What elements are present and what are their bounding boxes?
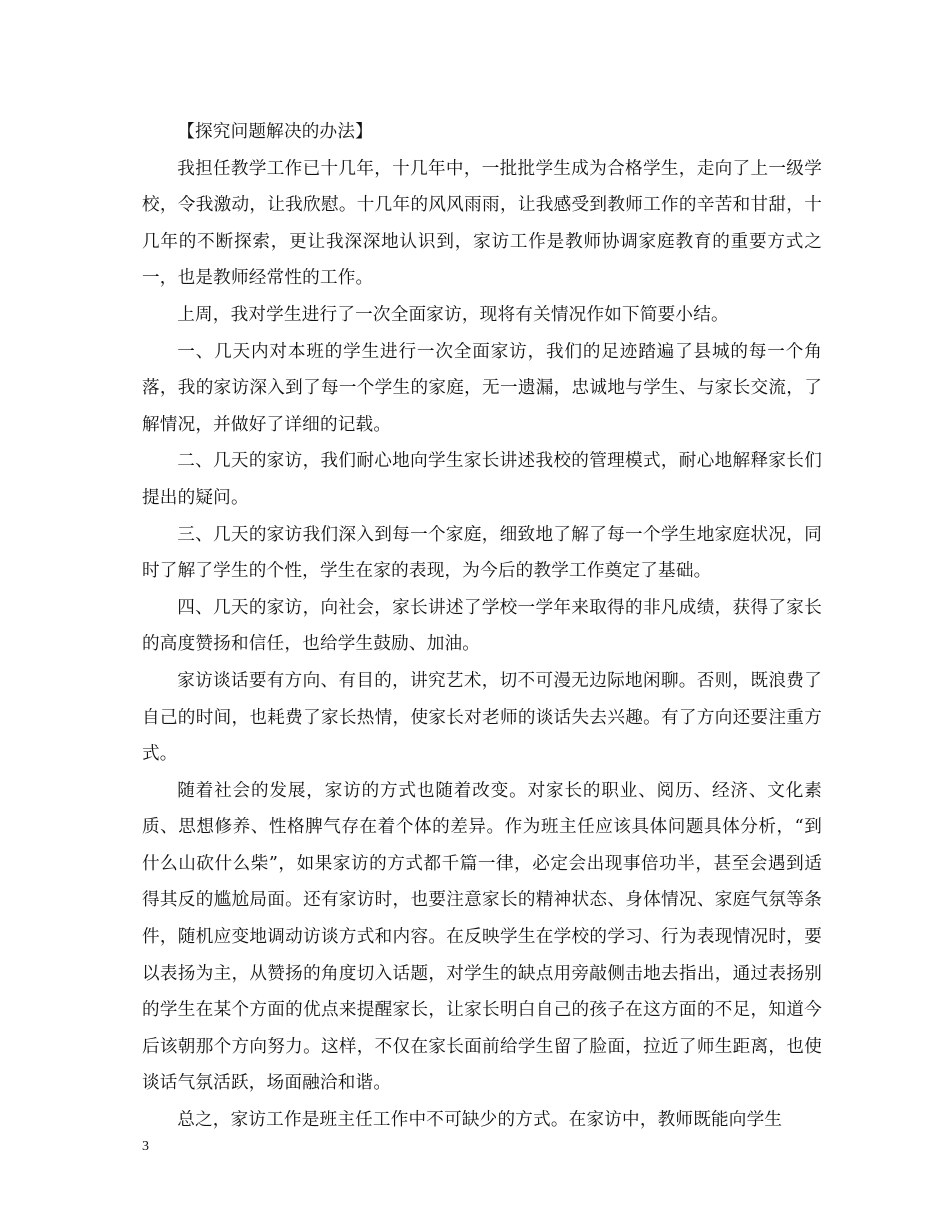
paragraph: 家访谈话要有方向、有目的，讲究艺术，切不可漫无边际地闲聊。否则，既浪费了自己的时间，也耗费了家长热情，使家长对老师的谈话失去兴趣。有了方向还要注重方式。 (142, 670, 822, 765)
document-body (142, 114, 822, 1139)
paragraph: 上周，我对学生进行了一次全面家访，现将有关情况作如下简要小结。 (177, 304, 729, 325)
page-number: 3 (142, 1139, 149, 1154)
paragraph: 我担任教学工作已十几年，十几年中，一批批学生成为合格学生，走向了上一级学校，令我激动，让我欣慰。十几年的风风雨雨，让我感受到教师工作的辛苦和甘甜，十几年的不断探索，更让我深深地认识到，家访工作是教师协调家庭教育的重要方式之一，也是教师经常性的工作。 (142, 158, 822, 289)
paragraph: 总之，家访工作是班主任工作中不可缺少的方式。在家访中，教师既能向学生 (177, 1110, 783, 1131)
paragraph: 四、几天的家访，向社会，家长讲述了学校一学年来取得的非凡成绩，获得了家长的高度赞扬和信任，也给学生鼓励、加油。 (142, 597, 822, 655)
paragraph: 一、几天内对本班的学生进行一次全面家访，我们的足迹踏遍了县城的每一个角落，我的家访深入到了每一个学生的家庭，无一遗漏，忠诚地与学生、与家长交流，了解情况，并做好了详细的记载。 (142, 341, 822, 435)
section-heading: 【探究问题解决的办法】 (177, 122, 373, 142)
paragraph: 二、几天的家访，我们耐心地向学生家长讲述我校的管理模式，耐心地解释家长们提出的疑问。 (142, 451, 822, 508)
paragraph: 三、几天的家访我们深入到每一个家庭，细致地了解了每一个学生地家庭状况，同时了解了学生的个性，学生在家的表现，为今后的教学工作奠定了基础。 (142, 524, 822, 582)
paragraph: 随着社会的发展，家访的方式也随着改变。对家长的职业、阅历、经济、文化素质、思想修养、性格脾气存在着个体的差异。作为班主任应该具体问题具体分析，“到什么山砍什么柴”，如果家访的方式都千篇一律，必定会出现事倍功半，甚至会遇到适得其反的尴尬局面。还有家访时，也要注意家长的精神状态、身体情况、家庭气氛等条件，随机应变地调动访谈方式和内容。在反映学生在学校的学习、行为表现情况时，要以表扬为主，从赞扬的角度切入话题，对学生的缺点用旁敲侧击地去指出，通过表扬别的学生在某个方面的优点来提醒家长，让家长明白自己的孩子在这方面的不足，知道今后该朝那个方向努力。这样，不仅在家长面前给学生留了脸面，拉近了师生距离，也使谈话气氛活跃，场面融洽和谐。 (142, 780, 822, 1094)
